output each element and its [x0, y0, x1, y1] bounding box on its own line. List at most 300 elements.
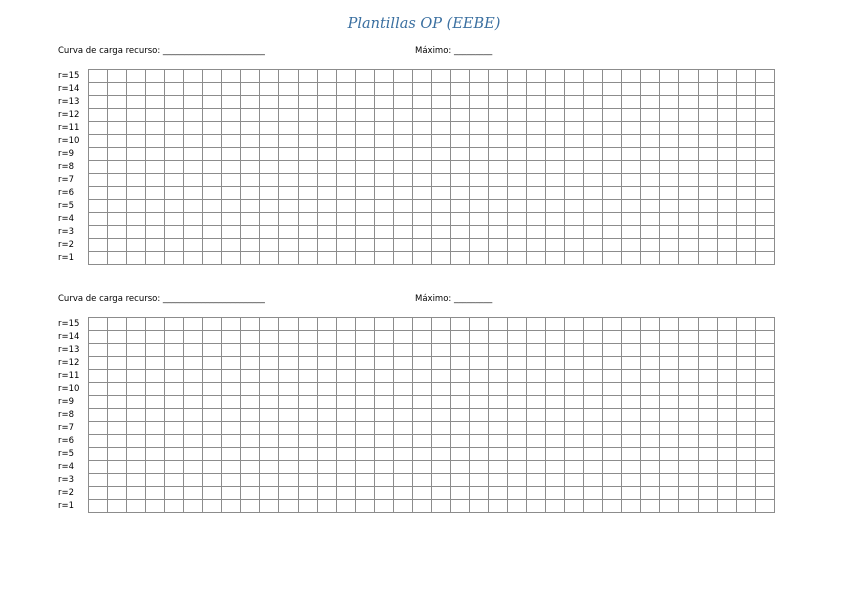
- grid-cell[interactable]: [736, 174, 755, 187]
- grid-cell[interactable]: [527, 318, 546, 331]
- grid-cell[interactable]: [622, 83, 641, 96]
- grid-cell[interactable]: [431, 200, 450, 213]
- grid-cell[interactable]: [317, 148, 336, 161]
- grid-cell[interactable]: [165, 422, 184, 435]
- grid-cell[interactable]: [146, 83, 165, 96]
- grid-cell[interactable]: [755, 383, 774, 396]
- grid-cell[interactable]: [679, 239, 698, 252]
- grid-cell[interactable]: [355, 239, 374, 252]
- grid-cell[interactable]: [584, 135, 603, 148]
- grid-cell[interactable]: [641, 200, 660, 213]
- grid-cell[interactable]: [222, 96, 241, 109]
- grid-cell[interactable]: [393, 226, 412, 239]
- grid-cell[interactable]: [527, 435, 546, 448]
- grid-cell[interactable]: [317, 187, 336, 200]
- grid-cell[interactable]: [89, 135, 108, 148]
- grid-cell[interactable]: [298, 200, 317, 213]
- grid-cell[interactable]: [546, 448, 565, 461]
- grid-cell[interactable]: [184, 370, 203, 383]
- grid-cell[interactable]: [146, 409, 165, 422]
- grid-cell[interactable]: [527, 187, 546, 200]
- grid-cell[interactable]: [393, 213, 412, 226]
- grid-cell[interactable]: [203, 109, 222, 122]
- grid-cell[interactable]: [469, 226, 488, 239]
- grid-cell[interactable]: [469, 200, 488, 213]
- grid-cell[interactable]: [508, 344, 527, 357]
- grid-cell[interactable]: [622, 422, 641, 435]
- grid-cell[interactable]: [469, 213, 488, 226]
- grid-cell[interactable]: [412, 122, 431, 135]
- grid-cell[interactable]: [374, 487, 393, 500]
- grid-cell[interactable]: [717, 122, 736, 135]
- grid-cell[interactable]: [374, 200, 393, 213]
- grid-cell[interactable]: [641, 187, 660, 200]
- grid-cell[interactable]: [374, 174, 393, 187]
- grid-cell[interactable]: [755, 109, 774, 122]
- grid-cell[interactable]: [165, 83, 184, 96]
- grid-cell[interactable]: [546, 487, 565, 500]
- grid-cell[interactable]: [393, 109, 412, 122]
- grid-cell[interactable]: [108, 357, 127, 370]
- grid-cell[interactable]: [393, 487, 412, 500]
- grid-cell[interactable]: [603, 396, 622, 409]
- grid-cell[interactable]: [641, 226, 660, 239]
- grid-cell[interactable]: [431, 226, 450, 239]
- grid-cell[interactable]: [584, 187, 603, 200]
- grid-cell[interactable]: [355, 213, 374, 226]
- grid-cell[interactable]: [565, 70, 584, 83]
- grid-cell[interactable]: [317, 96, 336, 109]
- grid-cell[interactable]: [660, 396, 679, 409]
- grid-cell[interactable]: [679, 435, 698, 448]
- grid-cell[interactable]: [393, 239, 412, 252]
- grid-cell[interactable]: [565, 370, 584, 383]
- grid-cell[interactable]: [431, 344, 450, 357]
- grid-cell[interactable]: [660, 200, 679, 213]
- grid-cell[interactable]: [317, 226, 336, 239]
- grid-cell[interactable]: [431, 187, 450, 200]
- grid-cell[interactable]: [546, 357, 565, 370]
- grid-cell[interactable]: [755, 70, 774, 83]
- grid-cell[interactable]: [203, 148, 222, 161]
- grid-cell[interactable]: [431, 474, 450, 487]
- grid-cell[interactable]: [450, 96, 469, 109]
- grid-cell[interactable]: [755, 357, 774, 370]
- grid-cell[interactable]: [203, 187, 222, 200]
- grid-cell[interactable]: [260, 409, 279, 422]
- grid-cell[interactable]: [355, 83, 374, 96]
- grid-cell[interactable]: [717, 252, 736, 265]
- grid-cell[interactable]: [603, 213, 622, 226]
- grid-cell[interactable]: [488, 213, 507, 226]
- grid-cell[interactable]: [584, 226, 603, 239]
- grid-cell[interactable]: [374, 409, 393, 422]
- grid-cell[interactable]: [508, 252, 527, 265]
- grid-cell[interactable]: [622, 252, 641, 265]
- grid-cell[interactable]: [393, 370, 412, 383]
- grid-cell[interactable]: [565, 109, 584, 122]
- grid-cell[interactable]: [546, 70, 565, 83]
- grid-cell[interactable]: [222, 174, 241, 187]
- grid-cell[interactable]: [546, 122, 565, 135]
- grid-cell[interactable]: [527, 487, 546, 500]
- grid-cell[interactable]: [89, 122, 108, 135]
- grid-cell[interactable]: [469, 161, 488, 174]
- grid-cell[interactable]: [755, 344, 774, 357]
- grid-cell[interactable]: [488, 487, 507, 500]
- grid-cell[interactable]: [469, 96, 488, 109]
- grid-cell[interactable]: [108, 135, 127, 148]
- grid-cell[interactable]: [241, 422, 260, 435]
- grid-cell[interactable]: [393, 500, 412, 513]
- grid-cell[interactable]: [679, 187, 698, 200]
- grid-cell[interactable]: [298, 318, 317, 331]
- grid-cell[interactable]: [279, 487, 298, 500]
- grid-cell[interactable]: [755, 252, 774, 265]
- grid-cell[interactable]: [736, 461, 755, 474]
- grid-cell[interactable]: [641, 461, 660, 474]
- grid-cell[interactable]: [222, 83, 241, 96]
- grid-cell[interactable]: [374, 448, 393, 461]
- grid-cell[interactable]: [374, 344, 393, 357]
- grid-cell[interactable]: [127, 474, 146, 487]
- grid-cell[interactable]: [660, 122, 679, 135]
- grid-cell[interactable]: [622, 383, 641, 396]
- grid-cell[interactable]: [488, 200, 507, 213]
- grid-cell[interactable]: [508, 135, 527, 148]
- grid-cell[interactable]: [260, 239, 279, 252]
- grid-cell[interactable]: [165, 148, 184, 161]
- grid-cell[interactable]: [203, 435, 222, 448]
- grid-cell[interactable]: [755, 187, 774, 200]
- grid-cell[interactable]: [108, 226, 127, 239]
- grid-cell[interactable]: [393, 135, 412, 148]
- grid-cell[interactable]: [108, 122, 127, 135]
- grid-cell[interactable]: [736, 200, 755, 213]
- grid-cell[interactable]: [222, 226, 241, 239]
- grid-cell[interactable]: [241, 448, 260, 461]
- grid-cell[interactable]: [736, 96, 755, 109]
- grid-cell[interactable]: [755, 461, 774, 474]
- grid-cell[interactable]: [298, 122, 317, 135]
- grid-cell[interactable]: [89, 83, 108, 96]
- grid-cell[interactable]: [222, 331, 241, 344]
- grid-cell[interactable]: [469, 500, 488, 513]
- grid-cell[interactable]: [355, 487, 374, 500]
- grid-cell[interactable]: [336, 226, 355, 239]
- grid-cell[interactable]: [717, 213, 736, 226]
- grid-cell[interactable]: [108, 474, 127, 487]
- grid-cell[interactable]: [108, 487, 127, 500]
- grid-cell[interactable]: [508, 461, 527, 474]
- grid-cell[interactable]: [603, 161, 622, 174]
- grid-cell[interactable]: [450, 448, 469, 461]
- grid-cell[interactable]: [184, 435, 203, 448]
- grid-cell[interactable]: [508, 70, 527, 83]
- grid-cell[interactable]: [108, 331, 127, 344]
- grid-cell[interactable]: [317, 331, 336, 344]
- grid-cell[interactable]: [298, 435, 317, 448]
- grid-cell[interactable]: [603, 83, 622, 96]
- grid-cell[interactable]: [698, 200, 717, 213]
- grid-cell[interactable]: [298, 396, 317, 409]
- grid-cell[interactable]: [146, 226, 165, 239]
- grid-cell[interactable]: [89, 174, 108, 187]
- grid-cell[interactable]: [260, 252, 279, 265]
- grid-cell[interactable]: [184, 174, 203, 187]
- grid-cell[interactable]: [698, 344, 717, 357]
- grid-cell[interactable]: [679, 213, 698, 226]
- grid-cell[interactable]: [698, 474, 717, 487]
- grid-cell[interactable]: [641, 435, 660, 448]
- grid-cell[interactable]: [431, 109, 450, 122]
- grid-cell[interactable]: [736, 148, 755, 161]
- grid-cell[interactable]: [184, 83, 203, 96]
- grid-cell[interactable]: [355, 357, 374, 370]
- grid-cell[interactable]: [165, 239, 184, 252]
- grid-cell[interactable]: [317, 422, 336, 435]
- grid-cell[interactable]: [203, 83, 222, 96]
- grid-cell[interactable]: [736, 226, 755, 239]
- grid-cell[interactable]: [89, 109, 108, 122]
- grid-cell[interactable]: [527, 70, 546, 83]
- grid-cell[interactable]: [584, 70, 603, 83]
- grid-cell[interactable]: [146, 474, 165, 487]
- grid-cell[interactable]: [184, 500, 203, 513]
- grid-cell[interactable]: [241, 83, 260, 96]
- grid-cell[interactable]: [527, 122, 546, 135]
- grid-cell[interactable]: [717, 396, 736, 409]
- grid-cell[interactable]: [546, 226, 565, 239]
- grid-cell[interactable]: [717, 109, 736, 122]
- grid-cell[interactable]: [260, 83, 279, 96]
- grid-cell[interactable]: [622, 357, 641, 370]
- grid-cell[interactable]: [603, 174, 622, 187]
- grid-cell[interactable]: [603, 422, 622, 435]
- grid-cell[interactable]: [717, 383, 736, 396]
- grid-cell[interactable]: [431, 409, 450, 422]
- grid-cell[interactable]: [660, 461, 679, 474]
- grid-cell[interactable]: [698, 96, 717, 109]
- grid-cell[interactable]: [355, 370, 374, 383]
- grid-cell[interactable]: [89, 226, 108, 239]
- grid-cell[interactable]: [679, 226, 698, 239]
- grid-cell[interactable]: [165, 252, 184, 265]
- grid-cell[interactable]: [679, 383, 698, 396]
- grid-cell[interactable]: [89, 370, 108, 383]
- grid-cell[interactable]: [184, 396, 203, 409]
- grid-cell[interactable]: [165, 161, 184, 174]
- grid-cell[interactable]: [279, 435, 298, 448]
- grid-cell[interactable]: [622, 474, 641, 487]
- grid-cell[interactable]: [412, 200, 431, 213]
- grid-cell[interactable]: [260, 213, 279, 226]
- grid-cell[interactable]: [260, 70, 279, 83]
- grid-cell[interactable]: [298, 448, 317, 461]
- grid-cell[interactable]: [412, 461, 431, 474]
- grid-cell[interactable]: [146, 435, 165, 448]
- grid-cell[interactable]: [717, 422, 736, 435]
- grid-cell[interactable]: [146, 396, 165, 409]
- grid-cell[interactable]: [260, 344, 279, 357]
- grid-cell[interactable]: [603, 435, 622, 448]
- grid-cell[interactable]: [279, 187, 298, 200]
- grid-cell[interactable]: [412, 331, 431, 344]
- grid-cell[interactable]: [355, 344, 374, 357]
- grid-cell[interactable]: [222, 461, 241, 474]
- grid-cell[interactable]: [603, 370, 622, 383]
- grid-cell[interactable]: [584, 448, 603, 461]
- grid-cell[interactable]: [412, 252, 431, 265]
- grid-cell[interactable]: [203, 239, 222, 252]
- grid-cell[interactable]: [412, 318, 431, 331]
- grid-cell[interactable]: [431, 174, 450, 187]
- grid-cell[interactable]: [184, 161, 203, 174]
- grid-cell[interactable]: [755, 122, 774, 135]
- grid-cell[interactable]: [165, 174, 184, 187]
- grid-cell[interactable]: [184, 226, 203, 239]
- grid-cell[interactable]: [603, 448, 622, 461]
- grid-cell[interactable]: [108, 239, 127, 252]
- grid-cell[interactable]: [679, 474, 698, 487]
- grid-cell[interactable]: [260, 435, 279, 448]
- grid-cell[interactable]: [127, 383, 146, 396]
- grid-cell[interactable]: [488, 239, 507, 252]
- grid-cell[interactable]: [184, 331, 203, 344]
- grid-cell[interactable]: [622, 435, 641, 448]
- grid-cell[interactable]: [108, 448, 127, 461]
- grid-cell[interactable]: [355, 383, 374, 396]
- grid-cell[interactable]: [393, 461, 412, 474]
- grid-cell[interactable]: [755, 474, 774, 487]
- grid-cell[interactable]: [336, 96, 355, 109]
- grid-cell[interactable]: [660, 239, 679, 252]
- grid-cell[interactable]: [431, 331, 450, 344]
- grid-cell[interactable]: [374, 187, 393, 200]
- grid-cell[interactable]: [146, 383, 165, 396]
- grid-cell[interactable]: [527, 383, 546, 396]
- grid-cell[interactable]: [622, 409, 641, 422]
- grid-cell[interactable]: [679, 500, 698, 513]
- grid-cell[interactable]: [469, 174, 488, 187]
- grid-cell[interactable]: [203, 318, 222, 331]
- grid-cell[interactable]: [127, 122, 146, 135]
- grid-cell[interactable]: [146, 70, 165, 83]
- grid-cell[interactable]: [222, 383, 241, 396]
- grid-cell[interactable]: [336, 109, 355, 122]
- grid-cell[interactable]: [584, 83, 603, 96]
- grid-cell[interactable]: [660, 383, 679, 396]
- grid-cell[interactable]: [660, 109, 679, 122]
- grid-cell[interactable]: [488, 148, 507, 161]
- grid-cell[interactable]: [355, 109, 374, 122]
- grid-cell[interactable]: [317, 370, 336, 383]
- grid-cell[interactable]: [355, 435, 374, 448]
- grid-cell[interactable]: [450, 122, 469, 135]
- grid-cell[interactable]: [108, 344, 127, 357]
- grid-cell[interactable]: [241, 461, 260, 474]
- grid-cell[interactable]: [184, 383, 203, 396]
- grid-cell[interactable]: [565, 344, 584, 357]
- grid-cell[interactable]: [317, 448, 336, 461]
- grid-cell[interactable]: [317, 461, 336, 474]
- grid-cell[interactable]: [355, 474, 374, 487]
- grid-cell[interactable]: [222, 239, 241, 252]
- grid-cell[interactable]: [469, 331, 488, 344]
- grid-cell[interactable]: [127, 461, 146, 474]
- grid-cell[interactable]: [431, 161, 450, 174]
- grid-cell[interactable]: [317, 500, 336, 513]
- grid-cell[interactable]: [565, 318, 584, 331]
- grid-cell[interactable]: [603, 70, 622, 83]
- grid-cell[interactable]: [336, 461, 355, 474]
- grid-cell[interactable]: [450, 200, 469, 213]
- grid-cell[interactable]: [241, 435, 260, 448]
- grid-cell[interactable]: [546, 331, 565, 344]
- grid-cell[interactable]: [298, 409, 317, 422]
- grid-cell[interactable]: [698, 174, 717, 187]
- grid-cell[interactable]: [603, 109, 622, 122]
- grid-cell[interactable]: [450, 474, 469, 487]
- grid-cell[interactable]: [222, 370, 241, 383]
- grid-cell[interactable]: [317, 396, 336, 409]
- grid-cell[interactable]: [698, 70, 717, 83]
- grid-cell[interactable]: [717, 70, 736, 83]
- grid-cell[interactable]: [622, 161, 641, 174]
- grid-cell[interactable]: [660, 409, 679, 422]
- grid-cell[interactable]: [108, 200, 127, 213]
- grid-cell[interactable]: [222, 161, 241, 174]
- grid-cell[interactable]: [660, 96, 679, 109]
- grid-cell[interactable]: [603, 409, 622, 422]
- grid-cell[interactable]: [184, 461, 203, 474]
- grid-cell[interactable]: [279, 174, 298, 187]
- grid-cell[interactable]: [317, 252, 336, 265]
- grid-cell[interactable]: [146, 187, 165, 200]
- grid-cell[interactable]: [736, 318, 755, 331]
- grid-cell[interactable]: [736, 409, 755, 422]
- grid-cell[interactable]: [203, 122, 222, 135]
- grid-cell[interactable]: [355, 135, 374, 148]
- grid-cell[interactable]: [488, 135, 507, 148]
- grid-cell[interactable]: [622, 200, 641, 213]
- grid-cell[interactable]: [184, 135, 203, 148]
- grid-cell[interactable]: [488, 331, 507, 344]
- grid-cell[interactable]: [565, 396, 584, 409]
- grid-cell[interactable]: [374, 422, 393, 435]
- grid-cell[interactable]: [260, 331, 279, 344]
- grid-cell[interactable]: [279, 200, 298, 213]
- grid-cell[interactable]: [698, 122, 717, 135]
- grid-cell[interactable]: [279, 252, 298, 265]
- grid-cell[interactable]: [755, 331, 774, 344]
- grid-cell[interactable]: [298, 148, 317, 161]
- grid-cell[interactable]: [755, 422, 774, 435]
- grid-cell[interactable]: [469, 70, 488, 83]
- grid-cell[interactable]: [488, 96, 507, 109]
- grid-cell[interactable]: [527, 109, 546, 122]
- maximum-field[interactable]: Máximo: _________: [415, 46, 493, 56]
- grid-cell[interactable]: [508, 122, 527, 135]
- grid-cell[interactable]: [660, 226, 679, 239]
- grid-cell[interactable]: [660, 344, 679, 357]
- grid-cell[interactable]: [89, 383, 108, 396]
- grid-cell[interactable]: [755, 396, 774, 409]
- grid-cell[interactable]: [755, 135, 774, 148]
- grid-cell[interactable]: [527, 239, 546, 252]
- grid-cell[interactable]: [584, 239, 603, 252]
- grid-cell[interactable]: [717, 174, 736, 187]
